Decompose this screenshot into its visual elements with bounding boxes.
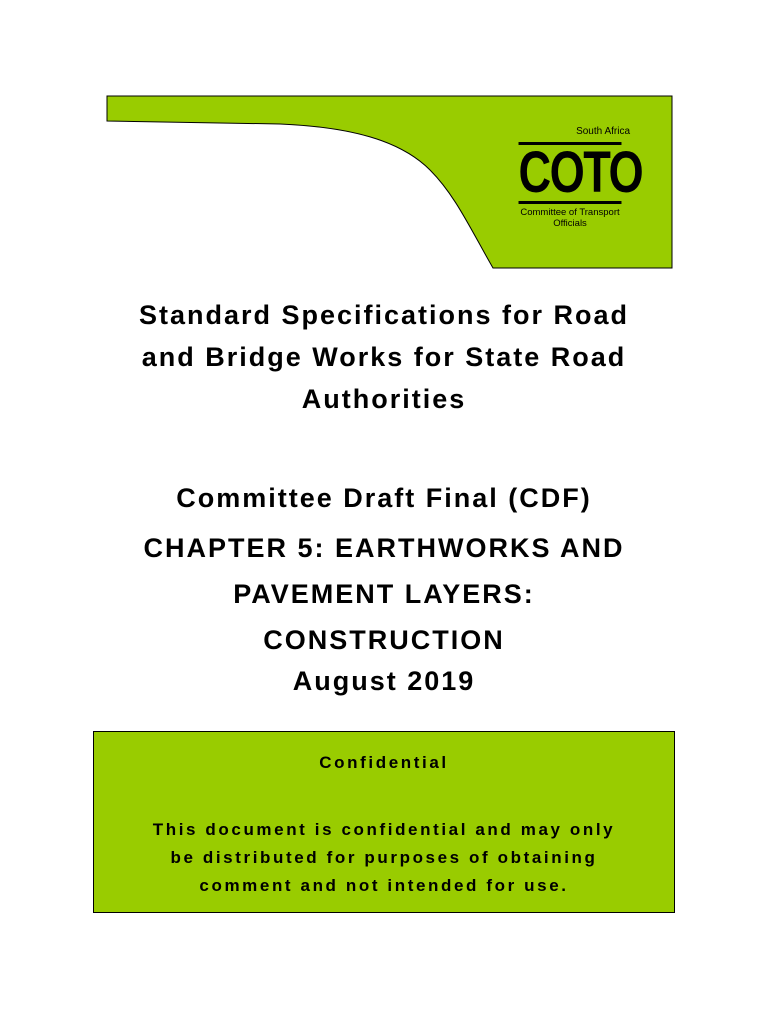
logo-mark: COTO	[518, 140, 643, 205]
document-title	[60, 294, 708, 420]
notice-line: be distributed for purposes of obtaining	[170, 848, 598, 867]
chapter-line: CONSTRUCTION	[263, 625, 505, 655]
confidential-notice	[93, 731, 675, 913]
chapter-title	[60, 525, 708, 663]
title-line: and Bridge Works for State Road	[141, 342, 627, 372]
green-banner-shape	[0, 0, 768, 280]
title-line: Standard Specifications for Road	[138, 300, 630, 330]
logo-country: South Africa	[576, 126, 630, 137]
title-line: Authorities	[301, 384, 467, 414]
notice-line: This document is confidential and may only	[152, 820, 616, 839]
chapter-line: CHAPTER 5: EARTHWORKS AND	[143, 533, 625, 563]
coto-logo	[504, 126, 643, 229]
notice-line: comment and not intended for use.	[199, 876, 569, 895]
document-date: August 2019	[292, 666, 476, 696]
header-banner	[0, 0, 768, 280]
draft-status: Committee Draft Final (CDF)	[176, 483, 592, 513]
notice-body	[94, 816, 674, 900]
chapter-line: PAVEMENT LAYERS:	[233, 579, 535, 609]
notice-heading: Confidential	[319, 753, 449, 772]
logo-subtitle: Committee of Transport Officials	[520, 207, 620, 229]
